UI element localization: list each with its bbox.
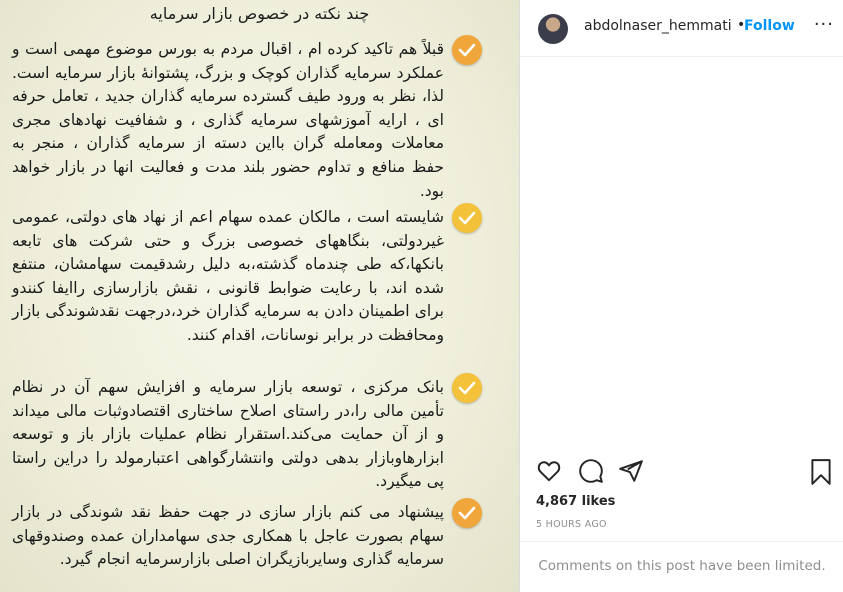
paragraph-2: شایسته است ، مالکان عمده سهام اعم از نهاد های دولتی، عمومی غیردولتی، بنگاههای خصوصی بزرگ و حتی شرکت های تابعه بانکها،که طی چندماه گذشته،به دلیل رشدقیمت سهامشان، منتفع شده اند، با رعایت ضوابط قانونی ، نقش بازارسازی راایفا کنندو برای اطمینان دادن به سرمایه گذاران خرد،درجهت نقدشوندگی بازار ومحافظت در برابر نوسانات، اقدام کنند. <box>12 208 444 344</box>
bookmark-icon[interactable] <box>808 458 834 490</box>
post-title: چند نکته در خصوص بازار سرمایه <box>149 4 370 23</box>
post-header <box>520 0 843 57</box>
post-sidebar <box>519 0 843 592</box>
avatar[interactable] <box>538 14 568 44</box>
paragraph-3: بانک مرکزی ، توسعه بازار سرمایه و افزایش سهم آن در نظام تأمین مالی را،در راستای اصلاح ساختاری اقتصادوثبات مالی میداند و از آن حمایت می‌کند.استقرار نظام عملیات بازار باز و توسعه ابزارهاوبازار بدهی دولتی وانتشارگواهی اعتبارمولد را دراین راستا پی میگیرد. <box>12 378 444 491</box>
separator-dot: • <box>737 17 746 33</box>
share-icon[interactable] <box>618 458 644 488</box>
username-link[interactable]: abdolnaser_hemmati <box>584 18 732 34</box>
paragraph-4: پیشنهاد می کنم بازار سازی در جهت حفظ نقد شوندگی در بازار سهام بصورت عاجل با همکاری جدی سهامداران عمده وصندوقهای سرمایه گذاری وسایربازیگران اصلی بازارسرمایه انجام گیرد. <box>12 503 444 569</box>
comments-limited-notice: Comments on this post have been limited. <box>538 558 826 574</box>
action-bar <box>536 458 836 488</box>
check-icon <box>452 498 482 528</box>
more-icon[interactable]: ··· <box>813 14 834 35</box>
likes-count[interactable]: 4,867 likes <box>536 494 616 509</box>
heart-icon[interactable] <box>536 458 562 488</box>
paragraph-1: قبلاً هم تاکید کرده ام ، اقبال مردم به بورس موضوع مهمی است و عملکرد سرمایه گذاران کوچک و بزرگ، پشتوانۀ بازار سرمایه است. لذا، نظر به ورود طیف گسترده سرمایه گذاران جدید ، تعامل حرفه ای ، ارایه آموزشهای سرمایه گذاری ، و شفافیت نهادهای مجری معاملات ومعامله گران بااین دسته از سرمایه گذاران ، منجر به حفظ منافع و تداوم حضور بلند مدت و فعالیت انها در بازار خواهد بود. <box>12 40 444 200</box>
check-icon <box>452 203 482 233</box>
check-icon <box>452 373 482 403</box>
comment-icon[interactable] <box>578 458 604 488</box>
post-timestamp[interactable]: 5 HOURS AGO <box>536 519 607 530</box>
divider <box>520 541 843 542</box>
follow-button[interactable]: Follow <box>744 18 795 34</box>
check-icon <box>452 35 482 65</box>
